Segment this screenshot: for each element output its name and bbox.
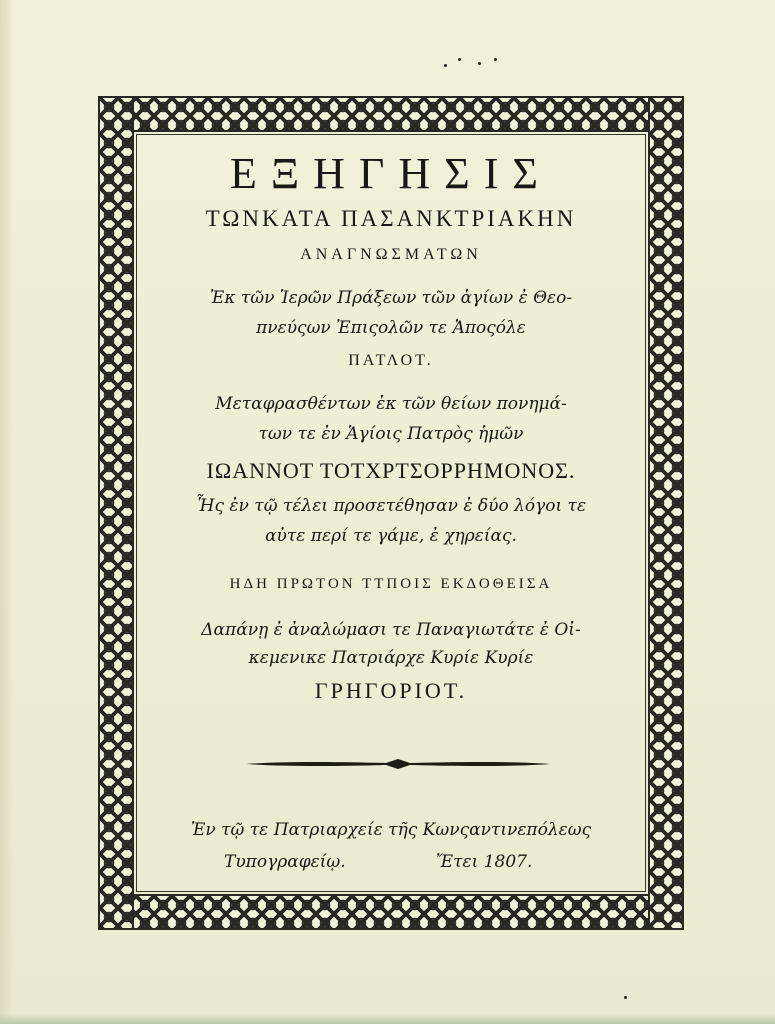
page-title: ΕΞΗΓΗΣΙΣ bbox=[229, 149, 553, 198]
subtitle: ΤΩΝΚΑΤΑ ΠΑΣΑΝΚΤΡΙΑΚΗΝ bbox=[205, 206, 577, 231]
imprint-year: Ἔτει 1807. bbox=[436, 852, 533, 872]
border-top bbox=[98, 96, 684, 132]
ink-speck bbox=[458, 58, 461, 61]
ink-speck bbox=[444, 64, 447, 67]
border-right bbox=[648, 96, 684, 930]
expense-line-2: κεμενικε Πατριάρχε Κυρίε Κυρίε bbox=[248, 648, 534, 668]
source-line-1: Ἐκ τῶν Ἱερῶν Πράξεων τῶν ἁγίων ἐ Θεο- bbox=[209, 288, 573, 308]
imprint-line-1: Ἐν τῷ τε Πατριαρχείε τῆς Κωνςαντινεπόλεως bbox=[190, 820, 592, 840]
decorative-rule bbox=[246, 758, 550, 770]
expense-line-1: Δαπάνῃ ἐ ἀναλώμασι τε Παναγιωτάτε ἐ Οἰ- bbox=[201, 620, 581, 640]
metaphrasis-line-1: Μεταφρασθέντων ἐκ τῶν θείων πονημά- bbox=[215, 394, 567, 414]
addition-line-2: αὐτε περί τε γάμε, ἐ χηρείας. bbox=[265, 526, 517, 546]
addition-line-1: Ἧς ἐν τῷ τέλει προσετέθησαν ἐ δύο λόγοι τε bbox=[195, 496, 587, 516]
border-left bbox=[98, 96, 134, 930]
first-print-line: ΗΔΗ ΠΡΩΤΟΝ ΤΤΠΟΙΣ ΕΚΔΟΘΕΙΣΑ bbox=[229, 576, 553, 592]
ink-speck bbox=[478, 62, 481, 65]
ink-speck bbox=[494, 58, 497, 61]
subtitle-second-line: ΑΝΑΓΝΩΣΜΑΤΩΝ bbox=[300, 246, 482, 263]
patriarch-name: ΓΡΗΓΟΡΙΟΤ. bbox=[314, 678, 468, 703]
page-edge-shadow bbox=[0, 0, 14, 1024]
source-line-2: πνεύςων Ἐπιςολῶν τε Ἀποςόλε bbox=[256, 318, 526, 338]
author-name: ΙΩΑΝΝΟΤ ΤΟΤΧΡΤΣΟΡΡΗΜΟΝΟΣ. bbox=[206, 458, 576, 483]
border-bottom bbox=[98, 894, 684, 930]
source-line-3: ΠΑΤΛΟΤ. bbox=[348, 352, 434, 369]
page-bottom-edge bbox=[0, 1014, 775, 1024]
ink-speck bbox=[624, 996, 627, 999]
metaphrasis-line-2: των τε ἐν Ἁγίοις Πατρὸς ἡμῶν bbox=[258, 424, 524, 444]
imprint-press: Τυπογραφείῳ. bbox=[224, 852, 346, 872]
